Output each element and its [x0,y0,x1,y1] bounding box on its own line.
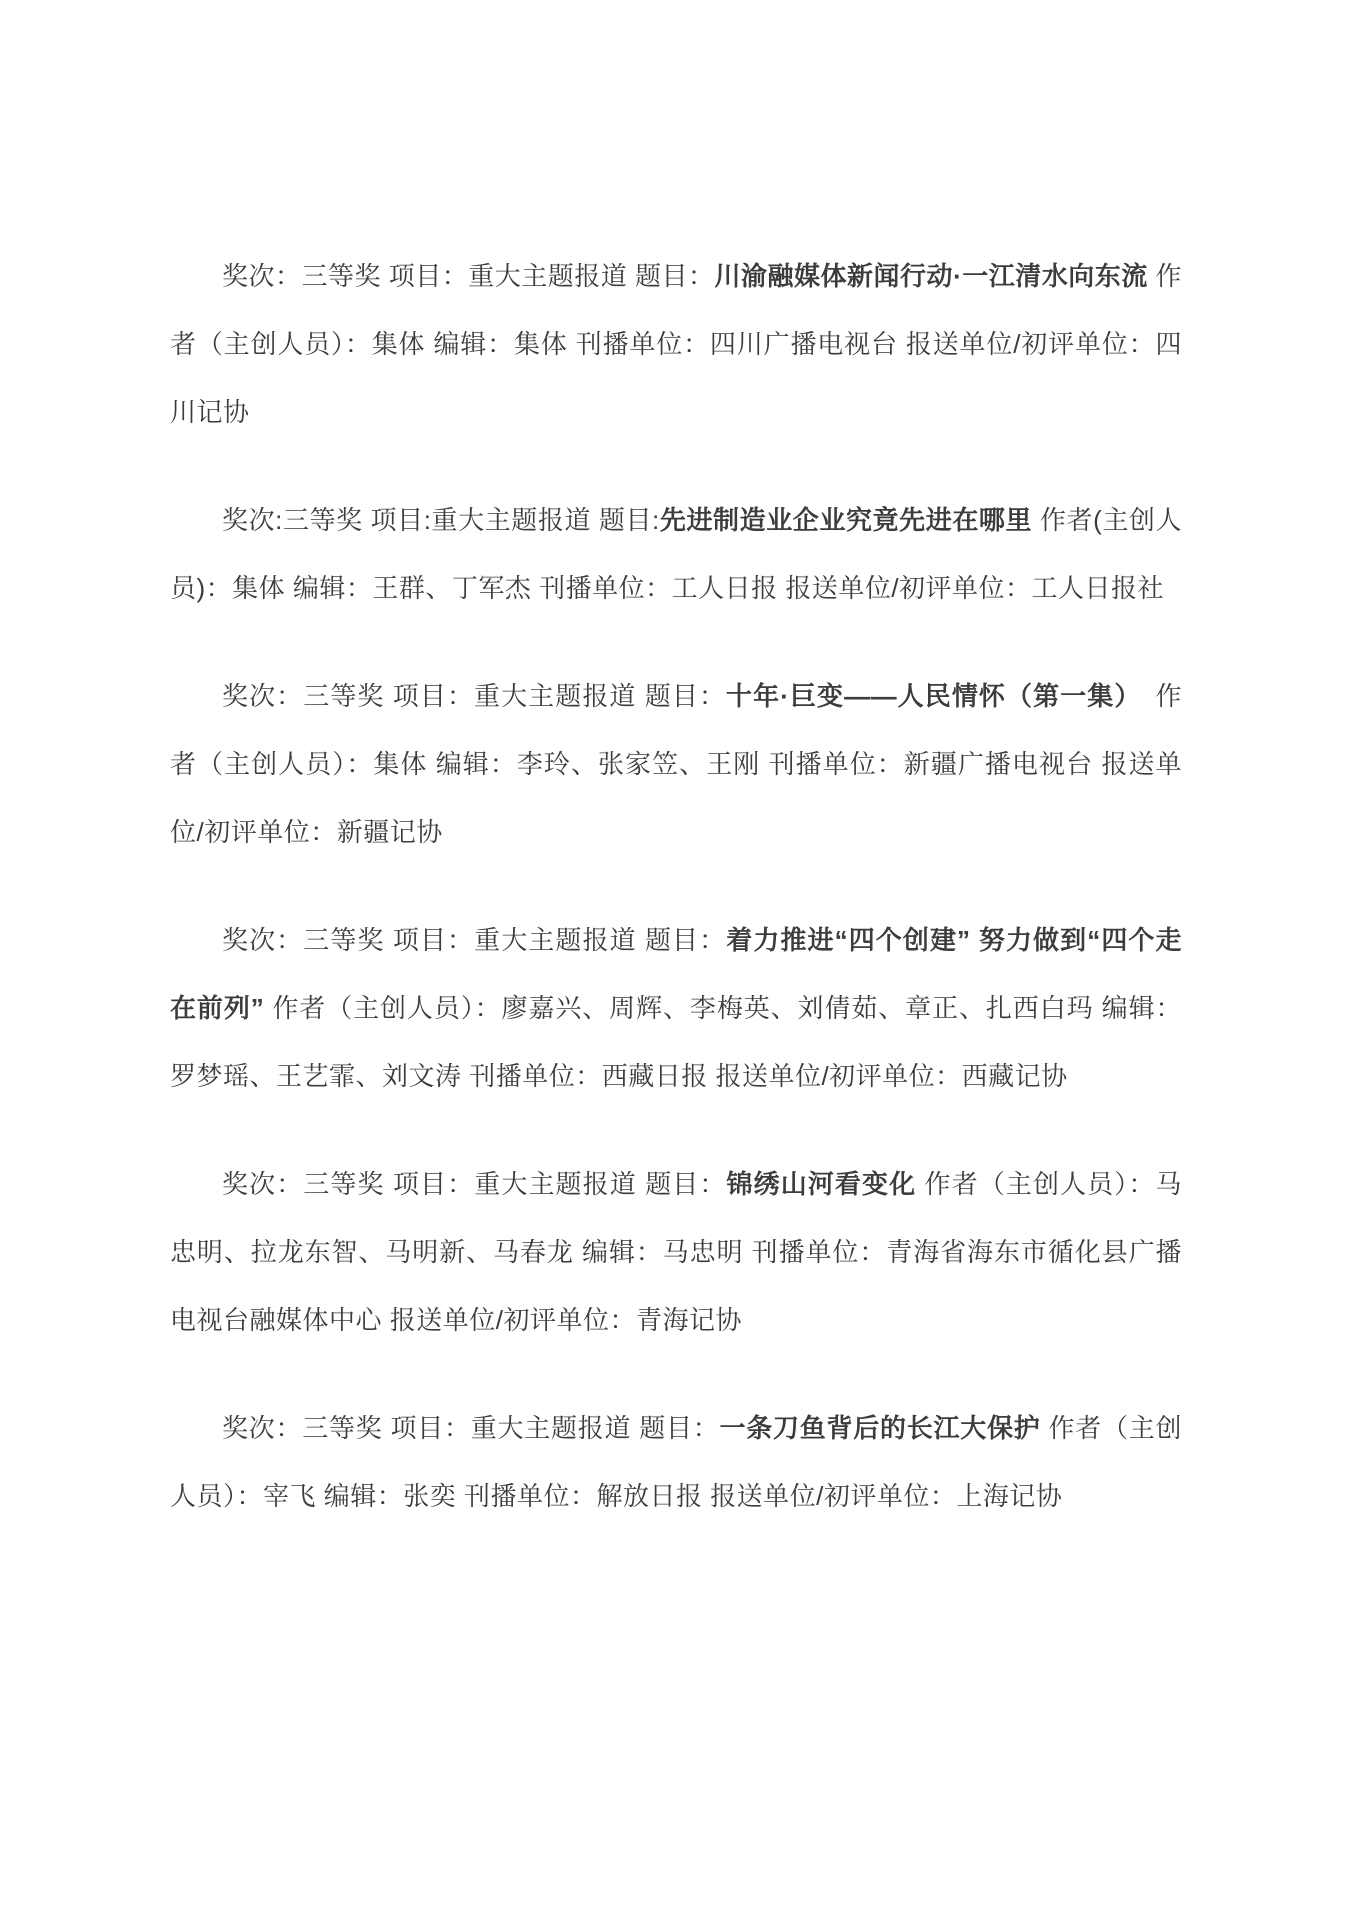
entry-5-labels: 奖次：三等奖 项目：重大主题报道 题目： [222,1169,727,1199]
entry-1-work-title: 川渝融媒体新闻行动·一江清水向东流 [714,261,1148,291]
award-entry-3 [170,662,1182,866]
award-entry-4 [170,906,1182,1110]
award-entry-1 [170,242,1182,446]
entry-2-work-title: 先进制造业企业究竟先进在哪里 [659,505,1033,535]
entry-4-work-title: 着力推进“四个创建” 努力做到“四个走在前列” [170,925,1182,1023]
entry-3-work-title: 十年·巨变——人民情怀（第一集） [726,681,1129,711]
award-entry-6 [170,1394,1182,1530]
entry-3-details: 作者（主创人员）：集体 编辑：李玲、张家笠、王刚 刊播单位：新疆广播电视台 报送单位/初评单位：新疆记协 [170,681,1182,847]
entry-2-details: 作者(主创人员)：集体 编辑：王群、丁军杰 刊播单位：工人日报 报送单位/初评单位：工人日报社 [170,505,1182,603]
entry-1-details: 作者（主创人员）：集体 编辑：集体 刊播单位：四川广播电视台 报送单位/初评单位：四川记协 [170,261,1182,427]
entry-6-work-title: 一条刀鱼背后的长江大保护 [719,1413,1041,1443]
entry-6-labels: 奖次：三等奖 项目：重大主题报道 题目： [222,1413,720,1443]
award-entry-2 [170,486,1182,622]
entry-3-labels: 奖次：三等奖 项目：重大主题报道 题目： [222,681,727,711]
entry-5-details: 作者（主创人员）：马忠明、拉龙东智、马明新、马春龙 编辑：马忠明 刊播单位：青海省海东市循化县广播电视台融媒体中心 报送单位/初评单位：青海记协 [170,1169,1182,1335]
award-entry-5 [170,1150,1182,1354]
entry-5-work-title: 锦绣山河看变化 [726,1169,917,1199]
entry-6-details: 作者（主创人员）：宰飞 编辑：张奕 刊播单位：解放日报 报送单位/初评单位：上海记协 [170,1413,1182,1511]
entry-4-details: 作者（主创人员）：廖嘉兴、周辉、李梅英、刘倩茹、章正、扎西白玛 编辑：罗梦瑶、王艺霏、刘文涛 刊播单位：西藏日报 报送单位/初评单位：西藏记协 [170,993,1182,1091]
entry-2-labels: 奖次:三等奖 项目:重大主题报道 题目: [222,505,660,535]
entry-4-labels: 奖次：三等奖 项目：重大主题报道 题目： [222,925,727,955]
entry-1-labels: 奖次：三等奖 项目：重大主题报道 题目： [222,261,715,291]
